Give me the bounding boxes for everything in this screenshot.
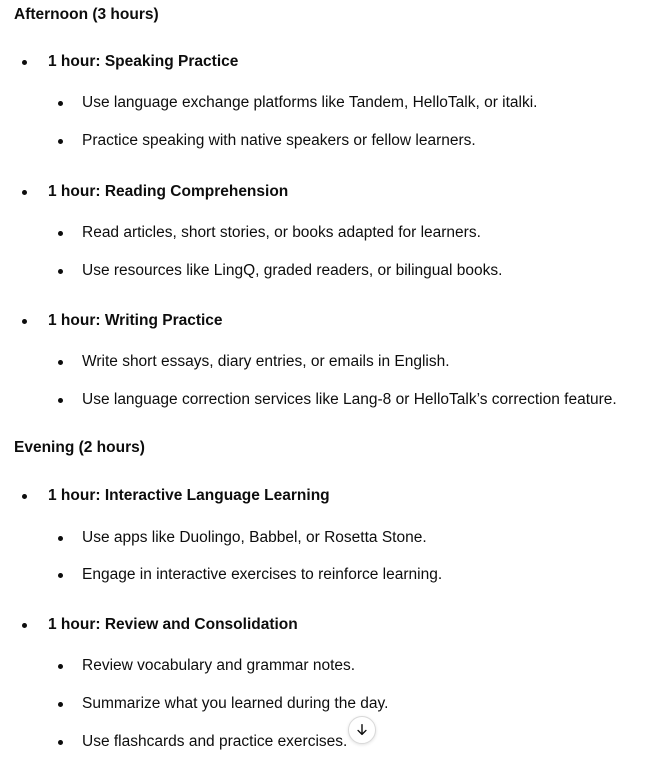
bullet-dot bbox=[22, 623, 27, 628]
bullet-dot bbox=[58, 740, 63, 745]
bullet-dot bbox=[58, 101, 63, 106]
list-item-title: 1 hour: Reading Comprehension bbox=[48, 183, 289, 200]
sub-list-item-text: Engage in interactive exercises to reinforce learning. bbox=[82, 566, 443, 583]
bullet-dot bbox=[58, 664, 63, 669]
bullet-dot bbox=[58, 231, 63, 236]
scroll-to-bottom-button[interactable] bbox=[348, 716, 376, 744]
sub-list-item-text: Summarize what you learned during the day. bbox=[82, 695, 389, 712]
bullet-dot bbox=[58, 536, 63, 541]
bullet-dot bbox=[58, 573, 63, 578]
section-heading-text: Afternoon (3 hours) bbox=[14, 6, 159, 23]
section-heading-afternoon bbox=[14, 5, 159, 25]
bullet-dot bbox=[22, 190, 27, 195]
list-item-title: 1 hour: Interactive Language Learning bbox=[48, 487, 330, 504]
bullet-dot bbox=[58, 139, 63, 144]
bullet-dot bbox=[22, 60, 27, 65]
sub-list-item-text: Use language correction services like Lang-8 or HelloTalk’s correction feature. bbox=[82, 391, 617, 408]
sub-list-item-text: Use flashcards and practice exercises. bbox=[82, 733, 348, 750]
bullet-dot bbox=[58, 398, 63, 403]
list-item-title: 1 hour: Writing Practice bbox=[48, 312, 223, 329]
sub-list-item-text: Read articles, short stories, or books adapted for learners. bbox=[82, 224, 481, 241]
bullet-dot bbox=[22, 494, 27, 499]
sub-list-item-text: Review vocabulary and grammar notes. bbox=[82, 657, 356, 674]
section-heading-evening bbox=[14, 438, 145, 458]
sub-list-item-text: Write short essays, diary entries, or emails in English. bbox=[82, 353, 450, 370]
list-item-title: 1 hour: Speaking Practice bbox=[48, 53, 239, 70]
sub-list-item-text: Practice speaking with native speakers or fellow learners. bbox=[82, 132, 476, 149]
sub-list-item-text: Use apps like Duolingo, Babbel, or Rosetta Stone. bbox=[82, 529, 427, 546]
arrow-down-icon bbox=[355, 723, 369, 737]
bullet-dot bbox=[58, 702, 63, 707]
sub-list-item-text: Use language exchange platforms like Tandem, HelloTalk, or italki. bbox=[82, 94, 538, 111]
bullet-dot bbox=[22, 319, 27, 324]
bullet-dot bbox=[58, 360, 63, 365]
section-heading-text: Evening (2 hours) bbox=[14, 439, 145, 456]
list-item-title: 1 hour: Review and Consolidation bbox=[48, 616, 298, 633]
bullet-dot bbox=[58, 269, 63, 274]
sub-list-item-text: Use resources like LingQ, graded readers, or bilingual books. bbox=[82, 262, 503, 279]
